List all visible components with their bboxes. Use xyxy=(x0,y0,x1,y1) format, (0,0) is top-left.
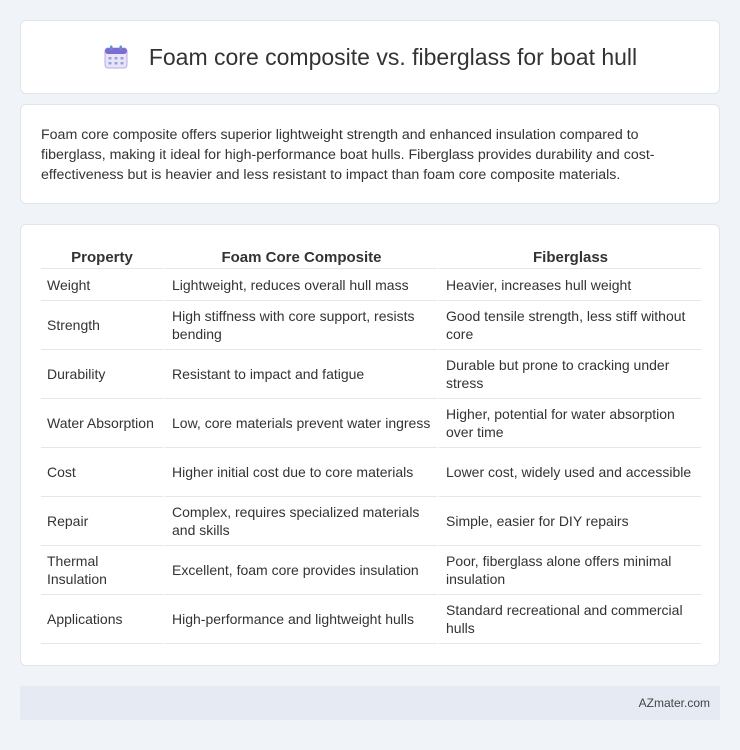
column-header-property: Property xyxy=(41,245,163,269)
foam-core-cell: Excellent, foam core provides insulation xyxy=(163,546,437,595)
fiberglass-cell: Lower cost, widely used and accessible xyxy=(437,448,701,497)
page-title: Foam core composite vs. fiberglass for boat hull xyxy=(148,43,638,70)
foam-core-cell: Higher initial cost due to core materials xyxy=(163,448,437,497)
column-header-fiberglass: Fiberglass xyxy=(437,245,701,269)
title-card xyxy=(20,20,720,94)
summary-card xyxy=(20,104,720,204)
property-cell: Strength xyxy=(41,301,163,350)
property-cell: Thermal Insulation xyxy=(41,546,163,595)
foam-core-cell: Complex, requires specialized materials and skills xyxy=(163,497,437,546)
foam-core-cell: Low, core materials prevent water ingress xyxy=(163,399,437,448)
table-row xyxy=(41,350,701,399)
table-row xyxy=(41,595,701,644)
fiberglass-cell: Durable but prone to cracking under stress xyxy=(437,350,701,399)
table-row xyxy=(41,269,701,301)
table-row xyxy=(41,497,701,546)
property-cell: Water Absorption xyxy=(41,399,163,448)
table-header-row xyxy=(41,245,701,269)
comparison-table xyxy=(41,245,701,644)
calendar-icon xyxy=(103,44,129,70)
foam-core-cell: Resistant to impact and fatigue xyxy=(163,350,437,399)
table-row xyxy=(41,399,701,448)
fiberglass-cell: Simple, easier for DIY repairs xyxy=(437,497,701,546)
property-cell: Repair xyxy=(41,497,163,546)
footer-brand: AZmater.com xyxy=(638,696,710,710)
fiberglass-cell: Standard recreational and commercial hulls xyxy=(437,595,701,644)
property-cell: Applications xyxy=(41,595,163,644)
table-row xyxy=(41,448,701,497)
fiberglass-cell: Poor, fiberglass alone offers minimal insulation xyxy=(437,546,701,595)
table-row xyxy=(41,301,701,350)
foam-core-cell: High stiffness with core support, resists bending xyxy=(163,301,437,350)
table-row xyxy=(41,546,701,595)
property-cell: Cost xyxy=(41,448,163,497)
foam-core-cell: High-performance and lightweight hulls xyxy=(163,595,437,644)
fiberglass-cell: Heavier, increases hull weight xyxy=(437,269,701,301)
property-cell: Weight xyxy=(41,269,163,301)
comparison-table-card xyxy=(20,224,720,666)
summary-text: Foam core composite offers superior lightweight strength and enhanced insulation compared to fiberglass, making it ideal for high-performance boat hulls. Fiberglass provides durability and cost-effectiveness but is heavier and less resistant to impact than foam core composite materials. xyxy=(41,127,655,183)
foam-core-cell: Lightweight, reduces overall hull mass xyxy=(163,269,437,301)
property-cell: Durability xyxy=(41,350,163,399)
footer xyxy=(20,686,720,720)
column-header-foam-core: Foam Core Composite xyxy=(163,245,437,269)
fiberglass-cell: Higher, potential for water absorption over time xyxy=(437,399,701,448)
fiberglass-cell: Good tensile strength, less stiff without core xyxy=(437,301,701,350)
